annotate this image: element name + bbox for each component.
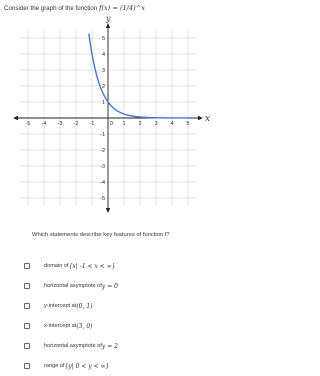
y-tick-label: 4 bbox=[101, 52, 105, 58]
option-y-intercept[interactable] bbox=[10, 296, 206, 316]
y-tick-label: 3 bbox=[101, 68, 105, 74]
tick-labels bbox=[26, 36, 190, 202]
y-tick-label: -4 bbox=[100, 180, 105, 186]
statement-options bbox=[10, 256, 206, 376]
option-math: {x| -1 < x < ∞} bbox=[68, 262, 116, 270]
x-axis-label: x bbox=[205, 114, 211, 124]
option-range[interactable] bbox=[10, 356, 206, 376]
function-graph bbox=[0, 14, 211, 228]
x-tick-label: 2 bbox=[138, 121, 142, 127]
x-axis-arrow bbox=[198, 116, 203, 120]
y-axis-arrow bbox=[106, 23, 110, 28]
checkbox[interactable] bbox=[24, 343, 30, 349]
option-math: (0, 1) bbox=[76, 302, 93, 310]
x-tick-label: -1 bbox=[89, 121, 95, 127]
x-tick-label: 5 bbox=[186, 121, 190, 127]
option-math: {y| 0 < y < ∞} bbox=[64, 362, 110, 370]
checkbox[interactable] bbox=[24, 263, 30, 269]
y-tick-label: 5 bbox=[101, 36, 105, 42]
y-tick-label: 1 bbox=[101, 100, 105, 106]
option-text: range of bbox=[44, 363, 65, 369]
option-math: y = 0 bbox=[101, 282, 118, 290]
y-tick-label: 2 bbox=[101, 84, 105, 90]
x-tick-label: -3 bbox=[57, 121, 63, 127]
option-text: horizontal asymptote of bbox=[44, 283, 102, 289]
function-expression: f(x) = (1/4)^x bbox=[98, 4, 145, 12]
question-prompt bbox=[4, 4, 206, 13]
option-horizontal-asymptote-0[interactable] bbox=[10, 276, 206, 296]
option-horizontal-asymptote-2[interactable] bbox=[10, 336, 206, 356]
checkbox[interactable] bbox=[24, 363, 30, 369]
option-domain[interactable] bbox=[10, 256, 206, 276]
option-text: horizontal asymptote of bbox=[44, 343, 102, 349]
option-text: y-intercept at bbox=[44, 303, 77, 309]
y-tick-label: -2 bbox=[100, 148, 105, 154]
x-tick-label: 3 bbox=[154, 121, 158, 127]
checkbox[interactable] bbox=[24, 283, 30, 289]
statements-question: Which statements describe key features of function f? bbox=[32, 232, 170, 238]
option-x-intercept[interactable] bbox=[10, 316, 206, 336]
x-tick-label: 1 bbox=[122, 121, 126, 127]
x-axis-arrow bbox=[13, 116, 18, 120]
option-text: x-intercept at bbox=[44, 323, 77, 329]
x-tick-label: 0 bbox=[110, 121, 114, 127]
y-tick-label: -5 bbox=[100, 196, 105, 202]
x-tick-label: 4 bbox=[170, 121, 174, 127]
option-math: (3, 0) bbox=[76, 322, 93, 330]
y-axis-arrow bbox=[106, 208, 110, 213]
x-tick-label: -4 bbox=[41, 121, 47, 127]
prompt-text: Consider the graph of the function bbox=[4, 5, 98, 12]
x-tick-label: -2 bbox=[73, 121, 79, 127]
y-axis-label: y bbox=[106, 14, 111, 23]
x-tick-label: -5 bbox=[25, 121, 31, 127]
y-tick-label: -1 bbox=[100, 132, 105, 138]
option-text: domain of bbox=[44, 263, 69, 269]
option-math: y = 2 bbox=[101, 342, 118, 350]
checkbox[interactable] bbox=[24, 303, 30, 309]
y-tick-label: -3 bbox=[100, 164, 105, 170]
checkbox[interactable] bbox=[24, 323, 30, 329]
